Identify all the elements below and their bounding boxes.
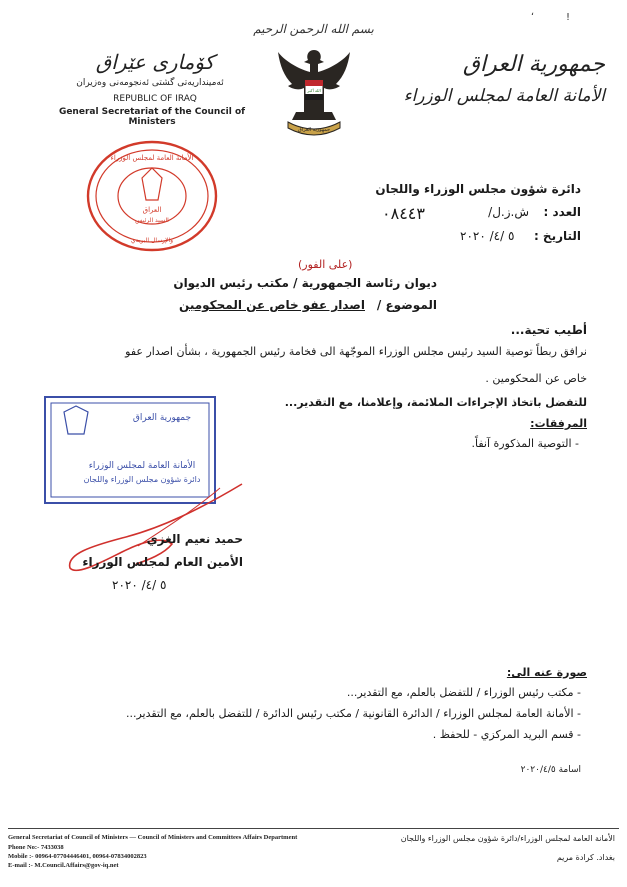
sign-date: ٥ /٤/ ٢٠٢٠	[112, 578, 167, 592]
closing-line: للتفضل باتخاذ الإجراءات الملائمة، وإعلامنا، مع التقدير...	[284, 396, 587, 409]
addressee: ديوان رئاسة الجمهورية / مكتب رئيس الديوان	[173, 276, 437, 290]
copy-item-3: - قسم البريد المركزي - للحفظ .	[432, 728, 581, 741]
date-value: ٥ /٤/ ٢٠٢٠	[460, 229, 515, 243]
top-mark-right: !	[566, 12, 571, 23]
attachments-item: - التوصية المذكورة آنفاً.	[471, 437, 579, 450]
date-label: التاريخ :	[533, 229, 581, 243]
typist-note: اسامة ٢٠٢٠/٤/٥	[520, 765, 581, 775]
basmala: بسم الله الرحمن الرحيم	[253, 22, 374, 36]
number-value: ش.ز.ل/	[488, 205, 529, 219]
footer-mobile: Mobile :- 00964-07704446401, 00964-07834002823	[8, 853, 147, 860]
copy-item-2: - الأمانة العامة لمجلس الوزراء / الدائرة القانونية / مكتب رئيس الدائرة / للتفضل بالعلم، مع التقدير...	[125, 707, 581, 720]
top-mark-left: ʻ	[531, 12, 535, 23]
footer-phone: Phone No:- 7433038	[8, 844, 64, 851]
red-round-stamp	[84, 138, 220, 254]
subject-value: اصدار عفو خاص عن المحكومين	[179, 298, 365, 312]
footer-divider	[8, 828, 619, 829]
signer-name: حميد نعيم الغزي	[146, 532, 243, 546]
copy-item-1: - مكتب رئيس الوزراء / للتفضل بالعلم، مع التقدير...	[346, 686, 581, 699]
body-line-1: نرافق ربطاً توصية السيد رئيس مجلس الوزراء الموجّهة الى فخامة رئيس الجمهورية ، بشأن اصدار عفو	[125, 345, 587, 358]
footer-ar-line-1: الأمانة العامة لمجلس الوزراء/دائرة شؤون مجلس الوزراء واللجان	[400, 834, 615, 843]
emblem-banner: جمهورية العراق	[297, 127, 331, 133]
kurdish-title: كۆمارى عێراق	[95, 50, 215, 74]
republic-en: REPUBLIC OF IRAQ	[113, 94, 197, 104]
emblem-text: الله أكبر	[307, 88, 321, 93]
urgency-note: (على الفور)	[298, 258, 353, 271]
body-line-2: خاص عن المحكومين .	[485, 372, 587, 385]
footer-en-line-1: General Secretariat of Council of Ministers — Council of Ministers and Committees Affairs Department	[8, 834, 298, 841]
footer-email[interactable]: E-mail :- M.Council.Affairs@gov-iq.net	[8, 862, 119, 869]
blue-stamp-text-3: دائرة شؤون مجلس الوزراء واللجان	[83, 475, 201, 484]
kurdish-subtitle: ئه‌مینداریه‌تى گشتى ئه‌نجومه‌نى وه‌زیران	[76, 78, 224, 88]
iraq-eagle-emblem-icon	[274, 46, 354, 142]
red-stamp-text-1: الأمانة العامة لمجلس الوزراء	[110, 154, 194, 162]
attachments-label: المرفقات:	[530, 417, 587, 430]
greeting: أطيب تحية...	[510, 323, 587, 337]
arabic-title: جمهورية العراق	[462, 52, 605, 77]
signer-title: الأمين العام لمجلس الوزراء	[82, 555, 243, 569]
subject-label: الموضوع /	[376, 298, 437, 312]
red-stamp-text-3: السيد الرئيس	[135, 217, 169, 224]
red-stamp-text-2: العراق	[142, 206, 162, 214]
blue-stamp-text-1: جمهورية العراق	[132, 413, 192, 423]
blue-stamp-text-2: الأمانة العامة لمجلس الوزراء	[88, 461, 196, 471]
red-stamp-text-4: والإرسال البريدي	[130, 237, 174, 244]
secretariat-en: General Secretariat of the Council of Ministers	[58, 107, 246, 127]
arabic-subtitle: الأمانة العامة لمجلس الوزراء	[403, 86, 605, 106]
copy-to-label: صورة عنه الى:	[506, 666, 587, 679]
footer-ar-line-2: بغداد. كرادة مريم	[556, 853, 615, 862]
department-name: دائرة شؤون مجلس الوزراء واللجان	[375, 182, 581, 196]
number-label: العدد :	[543, 205, 581, 219]
number-digits: ٠٨٤٤٣	[382, 204, 425, 223]
